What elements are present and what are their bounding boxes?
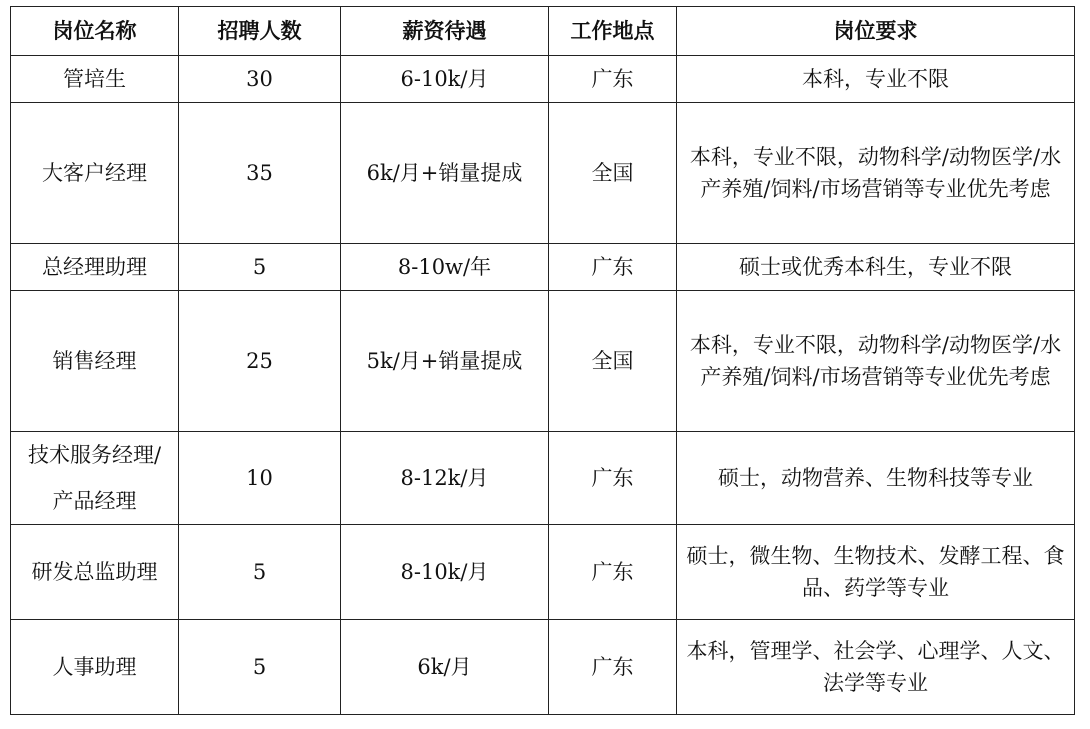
job-salary: 8-10w/年 <box>341 244 549 291</box>
job-requirement: 本科，专业不限，动物科学/动物医学/水产养殖/饲料/市场营销等专业优先考虑 <box>677 291 1075 432</box>
header-requirement: 岗位要求 <box>677 7 1075 56</box>
job-count: 25 <box>179 291 341 432</box>
job-count: 35 <box>179 103 341 244</box>
table-row <box>11 432 1075 525</box>
job-title: 人事助理 <box>11 620 179 715</box>
job-requirement: 本科，专业不限 <box>677 56 1075 103</box>
job-location: 广东 <box>549 432 677 525</box>
job-location: 广东 <box>549 620 677 715</box>
job-title: 研发总监助理 <box>11 525 179 620</box>
job-salary: 8-10k/月 <box>341 525 549 620</box>
job-title: 总经理助理 <box>11 244 179 291</box>
job-title: 技术服务经理/产品经理 <box>11 432 179 525</box>
job-location: 全国 <box>549 291 677 432</box>
job-count: 5 <box>179 525 341 620</box>
job-salary: 6k/月 <box>341 620 549 715</box>
job-salary: 6-10k/月 <box>341 56 549 103</box>
recruitment-table <box>10 6 1075 715</box>
job-title: 大客户经理 <box>11 103 179 244</box>
header-row <box>11 7 1075 56</box>
job-location: 广东 <box>549 525 677 620</box>
job-count: 10 <box>179 432 341 525</box>
job-salary: 5k/月+销量提成 <box>341 291 549 432</box>
header-count: 招聘人数 <box>179 7 341 56</box>
job-requirement: 本科，管理学、社会学、心理学、人文、法学等专业 <box>677 620 1075 715</box>
job-requirement: 本科，专业不限，动物科学/动物医学/水产养殖/饲料/市场营销等专业优先考虑 <box>677 103 1075 244</box>
job-count: 5 <box>179 620 341 715</box>
job-salary: 8-12k/月 <box>341 432 549 525</box>
job-location: 广东 <box>549 244 677 291</box>
table-row <box>11 103 1075 244</box>
job-requirement: 硕士或优秀本科生，专业不限 <box>677 244 1075 291</box>
job-location: 广东 <box>549 56 677 103</box>
job-count: 30 <box>179 56 341 103</box>
table-row <box>11 244 1075 291</box>
table-row <box>11 56 1075 103</box>
table-row <box>11 525 1075 620</box>
job-requirement: 硕士，动物营养、生物科技等专业 <box>677 432 1075 525</box>
job-location: 全国 <box>549 103 677 244</box>
table-row <box>11 620 1075 715</box>
table-row <box>11 291 1075 432</box>
job-salary: 6k/月+销量提成 <box>341 103 549 244</box>
job-count: 5 <box>179 244 341 291</box>
header-location: 工作地点 <box>549 7 677 56</box>
job-title: 销售经理 <box>11 291 179 432</box>
header-title: 岗位名称 <box>11 7 179 56</box>
header-salary: 薪资待遇 <box>341 7 549 56</box>
job-requirement: 硕士，微生物、生物技术、发酵工程、食品、药学等专业 <box>677 525 1075 620</box>
job-title: 管培生 <box>11 56 179 103</box>
